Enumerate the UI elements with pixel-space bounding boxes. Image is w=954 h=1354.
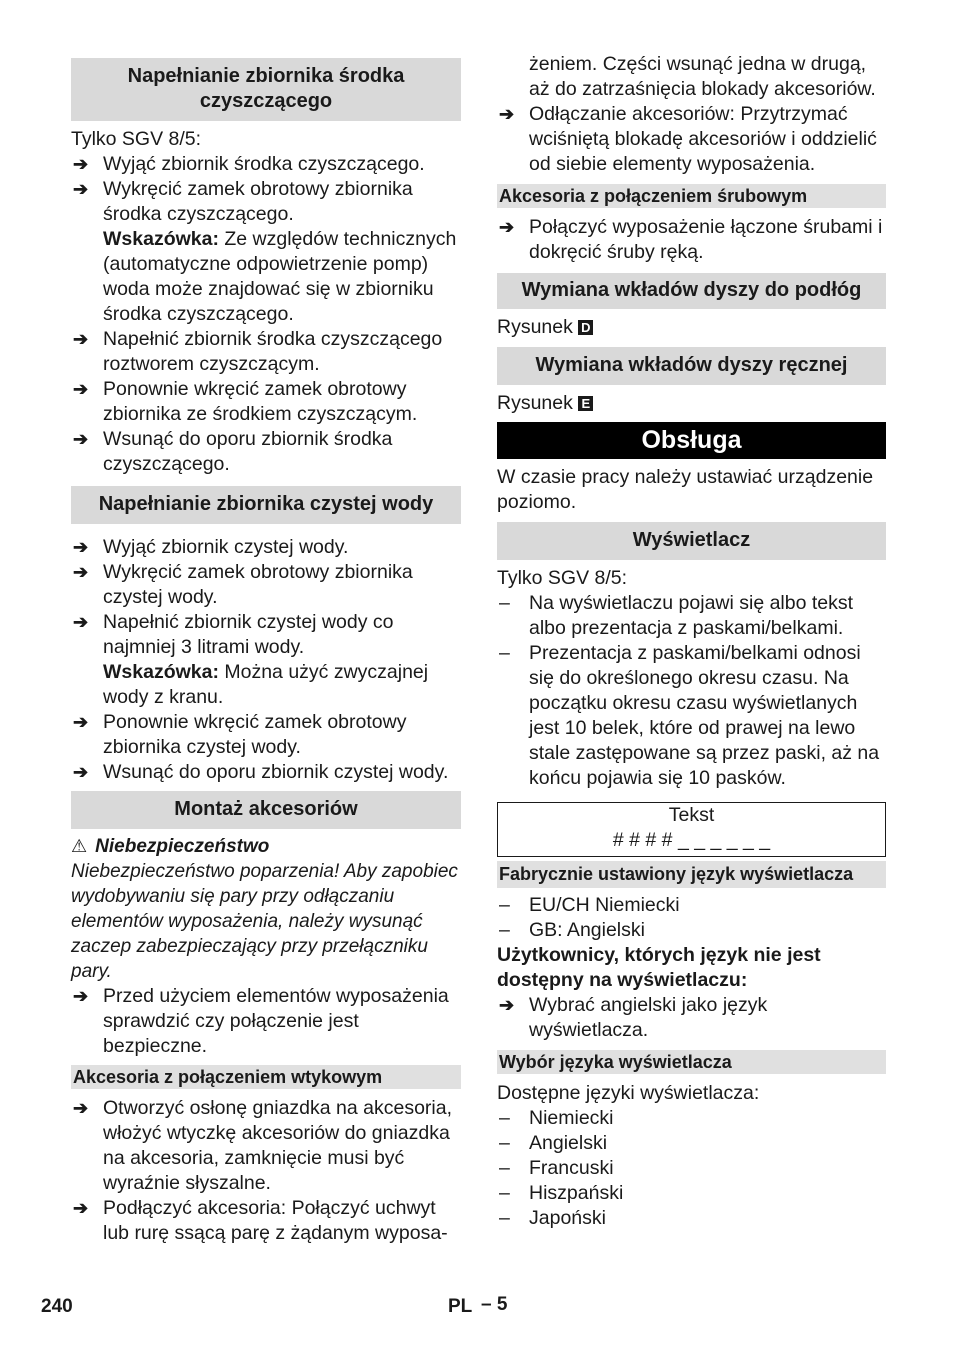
list-item: ➔ Połączyć wyposażenie łączone śrubami i dokręcić śruby ręką.: [499, 216, 883, 263]
section-heading: Wymiana wkładów dyszy ręcznej: [497, 347, 886, 385]
list-item: ➔ Wybrać angielski jako język wyświetlacza.: [499, 994, 768, 1041]
subsection-heading: Akcesoria z połączeniem śrubowym: [497, 184, 886, 208]
list-item: ➔ Wykręcić zamek obrotowy zbiornika środka czyszczącego. Wskazówka: Ze względów technicznych (automatyczne odpowietrzenie pomp) woda może znajdować się w zbiorniku środka czyszczącego.: [73, 178, 457, 325]
list-item: ➔ Odłączanie akcesoriów: Przytrzymać wciśniętą blokadę akcesoriów i oddzielić od siebie elementy wyposażenia.: [499, 103, 877, 175]
list-item: – Na wyświetlaczu pojawi się albo tekst albo prezentacja z paskami/belkami.: [499, 592, 854, 639]
figure-reference: Rysunek D: [497, 315, 886, 340]
arrow-icon: ➔: [73, 762, 89, 782]
display-text-line: Tekst: [668, 804, 715, 826]
arrow-icon: ➔: [73, 154, 89, 174]
list-item: – GB: Angielski: [499, 919, 645, 941]
list-item: – EU/CH Niemiecki: [499, 894, 680, 916]
subsection-heading: Akcesoria z połączeniem wtykowym: [71, 1065, 461, 1089]
warning-title: ⚠ Niebezpieczeństwo: [71, 836, 270, 857]
bullet-list: [497, 52, 886, 177]
list-item: ➔ Napełnić zbiornik czystej wody co najmniej 3 litrami wody. Wskazówka: Można użyć zwyczajnej wody z kranu.: [73, 611, 429, 708]
list-item: ➔ Wykręcić zamek obrotowy zbiornika czystej wody.: [73, 561, 413, 608]
chapter-heading: Obsługa: [497, 422, 886, 459]
bullet-list: [497, 215, 886, 265]
sub-page-number: – 5: [481, 1294, 508, 1315]
subsection-heading: Fabrycznie ustawiony język wyświetlacza: [497, 861, 886, 888]
arrow-icon: ➔: [73, 329, 89, 349]
arrow-icon: ➔: [73, 429, 89, 449]
section-heading: Wymiana wkładów dyszy do podłóg: [497, 273, 886, 309]
list-item: ➔ Ponownie wkręcić zamek obrotowy zbiornika czystej wody.: [73, 711, 407, 758]
arrow-icon: ➔: [73, 179, 89, 199]
list-item-continued: żeniem. Części wsunąć jedna w drugą, aż do zatrzaśnięcia blokady akcesoriów.: [529, 53, 876, 100]
bullet-list: [497, 993, 886, 1043]
page-number: 240: [41, 1296, 73, 1317]
section-heading: Wyświetlacz: [497, 522, 886, 560]
paragraph: Tylko SGV 8/5:: [497, 567, 628, 589]
arrow-icon: ➔: [73, 537, 89, 557]
arrow-icon: ➔: [499, 217, 515, 237]
list-item: ➔ Wyjąć zbiornik czystej wody.: [73, 536, 349, 558]
figure-letter-badge: E: [578, 396, 593, 411]
list-item: – Hiszpański: [499, 1182, 624, 1204]
arrow-icon: ➔: [73, 612, 89, 632]
bullet-list: [71, 1096, 461, 1246]
bullet-list: [71, 984, 461, 1059]
arrow-icon: ➔: [499, 995, 515, 1015]
paragraph: W czasie pracy należy ustawiać urządzenie poziomo.: [497, 466, 874, 513]
section-heading: Napełnianie zbiornika środka czyszczącego: [71, 58, 461, 121]
list-item: – Japoński: [499, 1207, 606, 1229]
arrow-icon: ➔: [73, 1198, 89, 1218]
bullet-list: [71, 152, 461, 477]
list-item: ➔ Napełnić zbiornik środka czyszczącego roztworem czyszczącym.: [73, 328, 443, 375]
figure-reference: Rysunek E: [497, 391, 886, 416]
right-column: [497, 52, 886, 1231]
arrow-icon: ➔: [73, 379, 89, 399]
bold-paragraph: Użytkownicy, których język nie jest dostępny na wyświetlaczu:: [497, 944, 821, 991]
list-item: ➔ Wsunąć do oporu zbiornik czystej wody.: [73, 761, 449, 783]
figure-letter-badge: D: [578, 320, 593, 335]
display-example-box: [497, 802, 886, 857]
arrow-icon: ➔: [73, 562, 89, 582]
arrow-icon: ➔: [73, 712, 89, 732]
warning-icon: ⚠: [71, 836, 88, 856]
language-code: PL: [448, 1296, 473, 1317]
section-heading: Napełnianie zbiornika czystej wody: [71, 486, 461, 524]
list-item: ➔ Ponownie wkręcić zamek obrotowy zbiornika ze środkiem czyszczącym.: [73, 378, 418, 425]
list-item: ➔ Podłączyć akcesoria: Połączyć uchwyt lub rurę ssącą parę z żądanym wyposa-: [73, 1197, 448, 1244]
dash-list: [497, 893, 886, 943]
list-item: ➔ Wsunąć do oporu zbiornik środka czyszczącego.: [73, 428, 393, 475]
arrow-icon: ➔: [73, 986, 89, 1006]
left-column: [71, 58, 461, 1246]
arrow-icon: ➔: [73, 1098, 89, 1118]
arrow-icon: ➔: [499, 104, 515, 124]
display-bar-line: # # # # _ _ _ _ _ _: [612, 829, 771, 851]
list-item: ➔ Przed użyciem elementów wyposażenia sprawdzić czy połączenie jest bezpieczne.: [73, 985, 449, 1057]
paragraph: Dostępne języki wyświetlacza:: [497, 1082, 760, 1104]
list-item: – Francuski: [499, 1157, 614, 1179]
list-item: – Niemiecki: [499, 1107, 614, 1129]
section-heading: Montaż akcesoriów: [71, 791, 461, 829]
list-item: – Prezentacja z paskami/belkami odnosi się do określonego okresu czasu. Na początku okresu czasu wyświetlanych jest 10 belek, które od prawej na lewo stale zastępowane są przez paski, aż na końcu pojawia się 10 pasków.: [499, 642, 880, 789]
list-item: ➔ Otworzyć osłonę gniazdka na akcesoria, włożyć wtyczkę akcesoriów do gniazdka na akcesoria, zamknięcie musi być wyraźnie słyszalne.: [73, 1097, 453, 1194]
subsection-heading: Wybór języka wyświetlacza: [497, 1050, 886, 1074]
paragraph: Tylko SGV 8/5:: [71, 128, 202, 150]
list-item: – Angielski: [499, 1132, 608, 1154]
warning-text: Niebezpieczeństwo poparzenia! Aby zapobiec wydobywaniu się pary przy odłączaniu elementów wyposażenia, należy wysunąć zaczep zabezpieczający przy przełączniku pary.: [71, 861, 458, 982]
bullet-list: [71, 535, 461, 785]
language-list: [497, 1106, 886, 1231]
dash-list: [497, 591, 886, 791]
list-item: ➔ Wyjąć zbiornik środka czyszczącego.: [73, 153, 425, 175]
